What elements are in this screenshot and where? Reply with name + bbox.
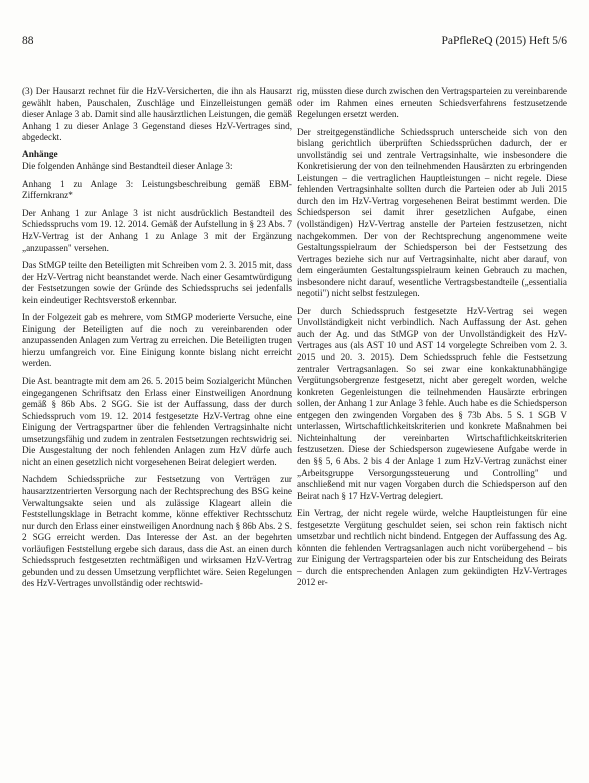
paragraph: (3) Der Hausarzt rechnet für die HzV-Versicherten, die ihn als Hausarzt gewählt haben, Pauschalen, Zuschläge und Einzelleistungen gemäß dieser Anlage 3 ab. Damit sind alle hausärztlichen Leistungen, die gemäß Anhang 1 zu dieser Anlage 3 Gegenstand dieses HzV-Vertrages sind, abgedeckt. [22,86,292,143]
paragraph: Der Anhang 1 zur Anlage 3 ist nicht ausdrücklich Bestandteil des Schiedsspruchs vom 19. 12. 2014. Gemäß der Aufstellung in § 23 Abs. 7 HzV-Vertrag ist der Anhang 1 zu Anlage 3 mit der Ergänzung „anzupassen" versehen. [22,207,292,253]
paragraph: Ein Vertrag, der nicht regele würde, welche Hauptleistungen für eine festgesetzte Vergütung geschuldet seien, sei schon rein faktisch nicht umsetzbar und rechtlich nicht bindend. Entgegen der Auffassung des Ag. könnten die fehlenden Vertragsanlagen auch nicht vorübergehend – bis zur Einigung der Vertragsparteien oder bis zur Entscheidung des Beirats – durch die entsprechenden Anlagen zum gekündigten HzV-Vertrages 2012 er- [297,508,567,588]
paragraph: rig, müssten diese durch zwischen den Vertragsparteien zu vereinbarende oder im Rahmen eines erneuten Schiedsverfahrens festzusetzende Regelungen ersetzt werden. [297,86,567,120]
paragraph: Anhang 1 zu Anlage 3: Leistungsbeschreibung gemäß EBM-Ziffernkranz* [22,178,292,201]
paragraph: Die Ast. beantragte mit dem am 26. 5. 2015 beim Sozialgericht München eingegangenen Schriftsatz den Erlass einer Einstweiligen Anordnung gemäß § 86b Abs. 2 SGG. Sie ist der Auffassung, dass der durch Schiedsspruch vom 19. 12. 2014 festgesetzte HzV-Vertrag ohne eine Einigung der Vertragspartner über die fehlenden Vertragsinhalte nicht umsetzungsfähig und zudem in zentralen Festsetzungen rechtswidrig sei. Die Ausgestaltung der noch fehlenden Anlagen zum HzV dürfe auch nicht an einen gesetzlich nicht vorgesehenen Beirat delegiert werden. [22,376,292,467]
paragraph: Nachdem Schiedssprüche zur Festsetzung von Verträgen zur hausarztzentrierten Versorgung nach der Rechtsprechung des BSG keine Verwaltungsakte seien und als zulässige Klageart allein die Feststellungsklage in Betracht komme, könne effektiver Rechtsschutz nur durch den Erlass einer einstweiligen Anordnung nach § 86b Abs. 2 S. 2 SGG erreicht werden. Das Interesse der Ast. an der begehrten vorläufigen Feststellung ergebe sich daraus, dass die Ast. an einen durch Schiedsspruch festgesetzten rechtmäßigen und wirksamen HzV-Vertrag gebunden und zu dessen Umsetzung verpflichtet wäre. Seien Regelungen des HzV-Vertrages unvollständig oder rechtswid- [22,474,292,589]
paragraph: Der streitgegenständliche Schiedsspruch unterscheide sich von den bislang gerichtlich überprüften Schiedssprüchen dadurch, der er unvollständig sei und zentrale Vertragsinhalte, wie insbesondere die Konkretisierung der von den teilnehmenden Hausärzten zu erbringenden Leistungen – die vertraglichen Hauptleistungen – nicht regele. Diese fehlenden Vertragsinhalte sollten durch die Parteien oder ab Juli 2015 durch den im HzV-Vertrag vorgesehenen Beirat bestimmt werden. Die Schiedsperson sei damit ihrer gesetzlichen Aufgabe, einen (vollständigen) HzV-Vertrag anstelle der Parteien festzusetzen, nicht nachgekommen. Der von der Rechtsprechung angenommene weite Gestaltungsspielraum der Schiedsperson bei der Festsetzung des Vertrages beziehe sich nur auf Vertragsinhalte, nicht aber darauf, von dem eingeräumten Gestaltungsspielraum keinen Gebrauch zu machen, insbesondere nicht darauf, wesentliche Vertragsbestandteile („essentialia negotii") nicht selbst festzulegen. [297,126,567,299]
left-column [22,86,292,596]
page-header [22,34,567,48]
paragraph: Das StMGP teilte den Beteiligten mit Schreiben vom 2. 3. 2015 mit, dass der HzV-Vertrag nicht beanstandet werde. Nach einer Gesamtwürdigung der Festsetzungen sowie der Gründe des Schiedsspruchs sei jedenfalls kein eindeutiger Rechtsverstoß erkennbar. [22,260,292,305]
page-number: 88 [22,35,34,47]
right-column [297,86,567,595]
paragraph: In der Folgezeit gab es mehrere, vom StMGP moderierte Versuche, eine Einigung der Beteiligten auf die noch zu vereinbarenden oder anzupassenden Anlagen zum Vertrag zu erreichen. Die Beteiligten trugen hierzu umfangreich vor. Eine Einigung konnte bislang nicht erreicht werden. [22,312,292,369]
paragraph: Die folgenden Anhänge sind Bestandteil dieser Anlage 3: [22,161,233,172]
paragraph: Der durch Schiedsspruch festgesetzte HzV-Vertrag sei wegen Unvollständigkeit nicht verbindlich. Nach Auffassung der Ast. gehen auch der Ag. und das StMGP von der Unvollständigkeit des HzV-Vertrages aus (als AST 10 und AST 14 vorgelegte Schreiben vom 2. 3. 2015 und 20. 3. 2015). Dem Schiedsspruch fehle die Festsetzung zentraler Vertragsanlagen. So sei zwar eine konkaktunabhängige Vergütungsobergrenze festgesetzt, nicht aber geregelt worden, welche konkreten Gegenleistungen die teilnehmenden Hausärzte erbringen sollen, der Anhang 1 zur Anlage 3 fehle. Auch habe es die Schiedsperson entgegen den zwingenden Vorgaben des § 73b Abs. 5 S. 1 SGB V unterlassen, Wirtschaftlichkeitskriterien und konkrete Maßnahmen bei Nichteinhaltung der vereinbarten Wirtschaftlichkeitskriterien festzusetzen. Diese der Schiedsperson zugewiesene Aufgabe werde in den §§ 5, 6 Abs. 2 bis 4 der Anlage 1 zum HzV-Vertrag zunächst einer „Arbeitsgruppe Versorgungssteuerung und Controlling" und anschließend mit nur vagen Vorgaben durch die Schiedsperson auf den Beirat nach § 17 HzV-Vertrag delegiert. [297,305,567,501]
section-heading: Anhänge [22,149,58,160]
journal-title: PaPfleReQ (2015) Heft 5/6 [441,35,567,47]
